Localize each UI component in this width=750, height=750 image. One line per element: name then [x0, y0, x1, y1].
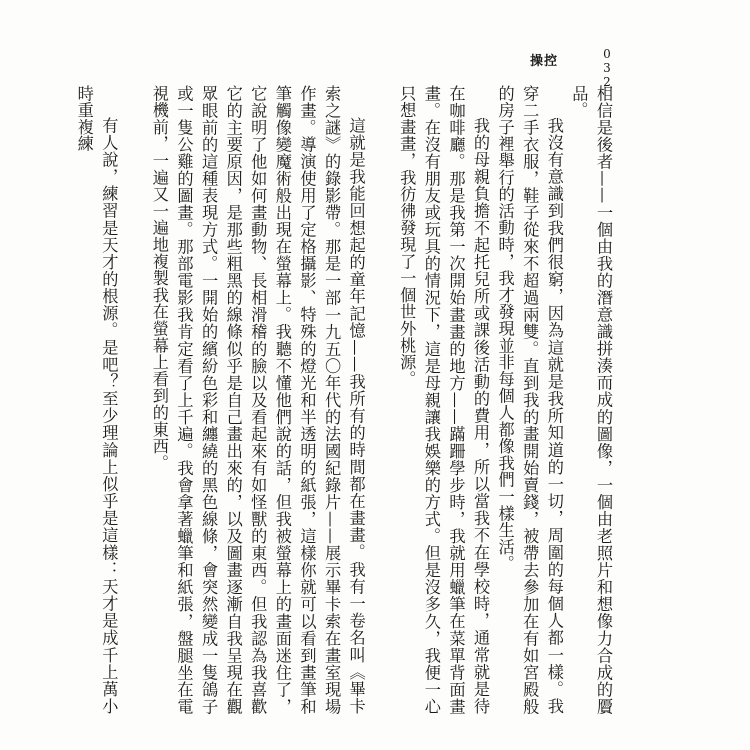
running-header-title: 操控 [530, 54, 559, 69]
body-paragraph: 我沒有意識到我們很窮，因為這就是我所知道的一切，周圍的每個人都一樣。我穿二手衣服，鞋子從來不超過兩雙。直到我的畫開始賣錢，被帶去參加在有如宮殿般的房子裡舉行的活動時，我才發現並非每個人都像我們一樣生活。 [495, 85, 564, 715]
page-number: 032 [603, 47, 611, 89]
body-paragraph: 我的母親負擔不起托兒所或課後活動的費用，所以當我不在學校時，通常就是待在咖啡廳。那是我第一次開始畫畫的地方——蹣跚學步時，我就用蠟筆在菜單背面畫畫。在沒有朋友或玩具的情況下，這是母親讓我娛樂的方式。但是沒多久，我便一心只想畫畫，我彷彿發現了一個世外桃源。 [397, 85, 491, 715]
body-paragraph: 這就是我能回想起的童年記憶——我所有的時間都在畫畫。我有一卷名叫《畢卡索之謎》的錄影帶。那是一部一九五〇年代的法國紀錄片——展示畢卡索在畫室現場作畫。導演使用了定格攝影、特殊的燈光和半透明的紙張，這樣你就可以看到畫筆和筆觸像變魔術般出現在螢幕上。我聽不懂他們說的話，但我被螢幕上的畫面迷住了，它說明了他如何畫動物、長相滑稽的臉以及看起來有如怪獸的東西。但我認為我喜歡它的主要原因，是那些粗黑的線條似乎是自己畫出來的，以及圖畫逐漸自我呈現在觀眾眼前的這種表現方式。一開始的繽紛色彩和纏繞的黑色線條，會突然變成一隻鴿子或一隻公雞的圖畫。那部電影我肯定看了上千遍。我會拿著蠟筆和紙張，盤腿坐在電視機前，一遍又一遍地複製我在螢幕上看到的東西。 [149, 85, 366, 715]
vertical-text-body [74, 85, 615, 715]
body-paragraph: 相信是後者——一個由我的潛意識拼湊而成的圖像，一個由老照片和想像力合成的贗品。 [569, 85, 613, 715]
body-paragraph: 有人說，練習是天才的根源。是吧？至少理論上似乎是這樣：天才是成千上萬小時重複練 [74, 85, 119, 715]
